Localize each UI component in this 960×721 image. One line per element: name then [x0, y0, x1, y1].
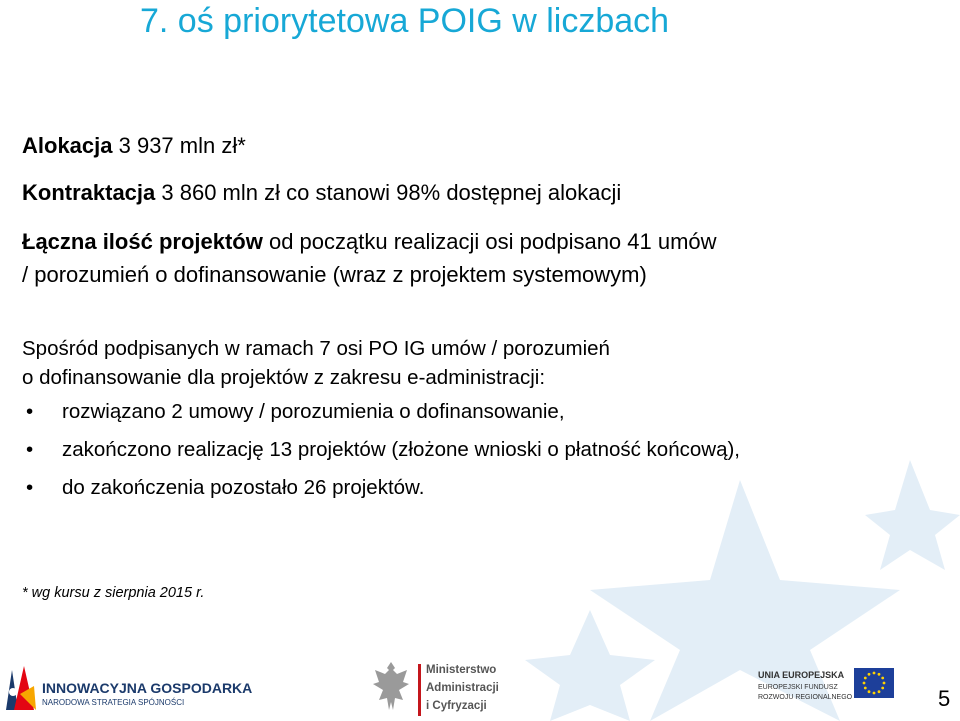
- innowacyjna-gospodarka-logo: [4, 664, 253, 716]
- allocation-label: Alokacja: [22, 133, 113, 158]
- list-item-text: zakończono realizację 13 projektów (złożone wnioski o płatność końcową),: [62, 438, 740, 461]
- ministry-name-line-1: Ministerstwo: [426, 664, 497, 676]
- eu-logo-title: UNIA EUROPEJSKA: [758, 670, 845, 680]
- ministry-name-line-2: Administracji: [426, 682, 499, 694]
- ministry-divider: [418, 664, 421, 716]
- allocation-line: [22, 130, 246, 161]
- ministry-name-line-3: i Cyfryzacji: [426, 700, 487, 712]
- page-number: 5: [938, 686, 951, 711]
- ig-logo-subtitle: NARODOWA STRATEGIA SPÓJNOŚCI: [42, 698, 185, 707]
- projects-text: od początku realizacji osi podpisano 41 umów: [262, 229, 717, 254]
- contracting-line: [22, 177, 621, 208]
- list-item-text: do zakończenia pozostało 26 projektów.: [62, 476, 425, 499]
- eu-logo-fund-2: ROZWOJU REGIONALNEGO: [758, 694, 853, 701]
- summary-line-1: Spośród podpisanych w ramach 7 osi PO IG umów / porozumień: [22, 337, 610, 360]
- projects-line-2: / porozumień o dofinansowanie (wraz z projektem systemowym): [22, 262, 647, 287]
- allocation-value: 3 937 mln zł*: [112, 133, 246, 158]
- ig-logo-icon: [4, 664, 38, 712]
- projects-label: Łączna ilość projektów: [22, 229, 263, 254]
- list-item-text: rozwiązano 2 umowy / porozumienia o dofinansowanie,: [62, 400, 565, 423]
- ministry-logo: [368, 658, 528, 718]
- page-title: 7. oś priorytetowa POIG w liczbach: [140, 2, 670, 40]
- bullet-icon: •: [26, 438, 34, 461]
- contracting-label: Kontraktacja: [22, 180, 156, 205]
- eu-flag-icon: [854, 668, 894, 698]
- ig-logo-title: INNOWACYJNA GOSPODARKA: [42, 680, 253, 696]
- footnote: * wg kursu z sierpnia 2015 r.: [22, 585, 205, 601]
- eagle-icon: [368, 658, 414, 716]
- summary-line-2: o dofinansowanie dla projektów z zakresu e-administracji:: [22, 366, 546, 389]
- bullet-icon: •: [26, 476, 34, 499]
- projects-line-1: [22, 226, 717, 257]
- contracting-value: 3 860 mln zł co stanowi 98% dostępnej alokacji: [155, 180, 622, 205]
- eu-logo: [758, 668, 898, 716]
- bullet-icon: •: [26, 400, 34, 423]
- eu-logo-fund: EUROPEJSKI FUNDUSZ: [758, 684, 838, 691]
